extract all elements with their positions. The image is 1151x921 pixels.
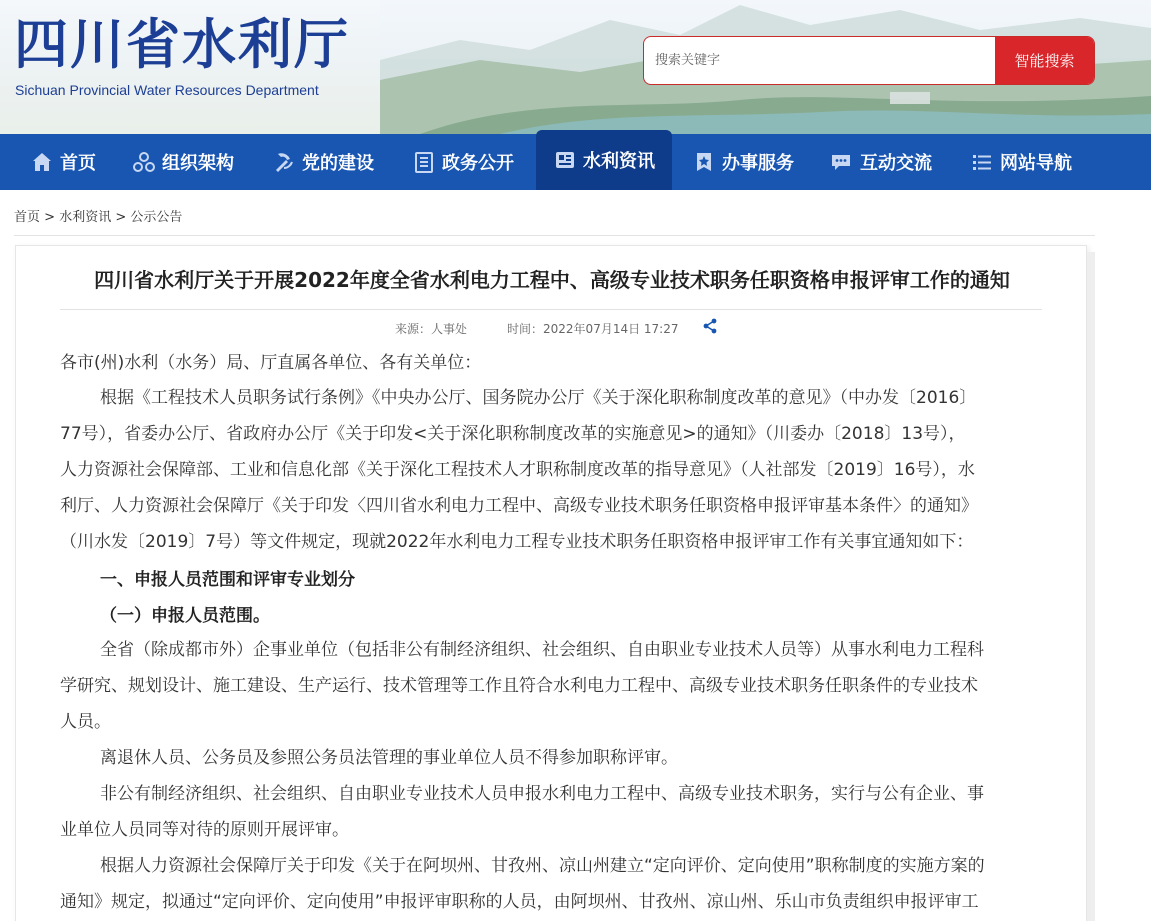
nav-label: 首页 xyxy=(60,153,96,174)
article-source xyxy=(395,320,467,337)
site-logo-subtitle: Sichuan Provincial Water Resources Department xyxy=(15,82,319,98)
paragraph-line: 业单位人员同等对待的原则开展评审。 xyxy=(60,820,349,840)
nav-item-gov[interactable] xyxy=(412,134,514,190)
search-button[interactable]: 智能搜索 xyxy=(995,37,1094,84)
service-icon xyxy=(692,150,716,174)
breadcrumb-separator: > xyxy=(115,210,127,225)
nav-label: 办事服务 xyxy=(722,153,794,174)
section-heading: 一、申报人员范围和评审专业划分 xyxy=(100,570,355,590)
party-icon xyxy=(272,150,296,174)
nav-label: 组织架构 xyxy=(162,153,234,174)
breadcrumb-divider xyxy=(14,235,1095,236)
share-icon[interactable] xyxy=(702,318,718,334)
breadcrumb-separator: > xyxy=(44,210,56,225)
breadcrumb-news[interactable]: 水利资讯 xyxy=(59,210,112,225)
nav-item-home[interactable] xyxy=(30,134,96,190)
time-value: 2022年07月14日 17:27 xyxy=(543,322,679,336)
nav-label: 党的建设 xyxy=(302,153,374,174)
nav-item-news[interactable] xyxy=(536,130,672,190)
nav-item-interact[interactable] xyxy=(830,134,932,190)
nav-label: 水利资讯 xyxy=(583,151,655,172)
nav-label: 网站导航 xyxy=(1000,153,1072,174)
paragraph-line: 学研究、规划设计、施工建设、生产运行、技术管理等工作且符合水利电力工程中、高级专业技术职务任职条件的专业技术 xyxy=(60,676,978,696)
paragraph-line: 通知》规定，拟通过“定向评价、定向使用”申报评审职称的人员，由阿坝州、甘孜州、凉山州、乐山市负责组织申报评审工 xyxy=(60,892,979,912)
paragraph-line: 人员。 xyxy=(60,712,111,732)
scrollbar[interactable] xyxy=(1087,252,1095,921)
nav-label: 政务公开 xyxy=(442,153,514,174)
home-icon xyxy=(30,150,54,174)
paragraph-line: 人力资源社会保障部、工业和信息化部《关于深化工程技术人才职称制度改革的指导意见》（人社部发〔2019〕16号），水 xyxy=(60,460,975,480)
article-time xyxy=(507,320,679,337)
paragraph-line: 根据《工程技术人员职务试行条例》《中央办公厅、国务院办公厅《关于深化职称制度改革的意见》（中办发〔2016〕 xyxy=(100,388,977,408)
salutation: 各市(州)水利（水务）局、厅直属各单位、各有关单位： xyxy=(60,353,482,373)
source-value: 人事处 xyxy=(431,322,468,336)
subsection-heading: （一）申报人员范围。 xyxy=(100,606,270,626)
paragraph-line: 根据人力资源社会保障厅关于印发《关于在阿坝州、甘孜州、凉山州建立“定向评价、定向使用”职称制度的实施方案的 xyxy=(100,856,985,876)
paragraph-line: 非公有制经济组织、社会组织、自由职业专业技术人员申报水利电力工程中、高级专业技术职务，实行与公有企业、事 xyxy=(100,784,984,804)
chat-icon xyxy=(830,150,854,174)
search-input[interactable] xyxy=(644,37,996,84)
breadcrumb-notices[interactable]: 公示公告 xyxy=(130,210,183,225)
document-icon xyxy=(412,150,436,174)
nav-item-party[interactable] xyxy=(272,134,374,190)
time-label: 时间： xyxy=(507,322,544,336)
paragraph-line: 离退休人员、公务员及参照公务员法管理的事业单位人员不得参加职称评审。 xyxy=(100,748,678,768)
list-icon xyxy=(970,150,994,174)
paragraph-line: 77号），省委办公厅、省政府办公厅《关于印发<关于深化职称制度改革的实施意见>的通知》（川委办〔2018〕13号）， xyxy=(60,424,966,444)
search-box xyxy=(643,36,1095,85)
paragraph-line: 利厅、人力资源社会保障厅《关于印发〈四川省水利电力工程中、高级专业技术职务任职资格申报评审基本条件〉的通知》 xyxy=(60,496,978,516)
nav-item-service[interactable] xyxy=(692,134,794,190)
breadcrumb xyxy=(14,206,182,225)
article-title: 四川省水利厅关于开展2022年度全省水利电力工程中、高级专业技术职务任职资格申报评审工作的通知 xyxy=(94,268,1010,292)
org-icon xyxy=(132,150,156,174)
nav-label: 互动交流 xyxy=(860,153,932,174)
header-banner xyxy=(0,0,1151,134)
source-label: 来源： xyxy=(395,322,432,336)
paragraph-line: 全省（除成都市外）企事业单位（包括非公有制经济组织、社会组织、自由职业专业技术人员等）从事水利电力工程科 xyxy=(100,640,984,660)
site-logo-title[interactable]: 四川省水利厅 xyxy=(14,13,350,76)
breadcrumb-home[interactable]: 首页 xyxy=(14,210,41,225)
nav-item-sitemap[interactable] xyxy=(970,134,1072,190)
paragraph-line: （川水发〔2019〕7号）等文件规定，现就2022年水利电力工程专业技术职务任职资格申报评审工作有关事宜通知如下： xyxy=(60,532,974,552)
news-icon xyxy=(553,148,577,172)
title-divider xyxy=(60,309,1042,310)
nav-item-org[interactable] xyxy=(132,134,234,190)
main-nav xyxy=(0,134,1151,190)
